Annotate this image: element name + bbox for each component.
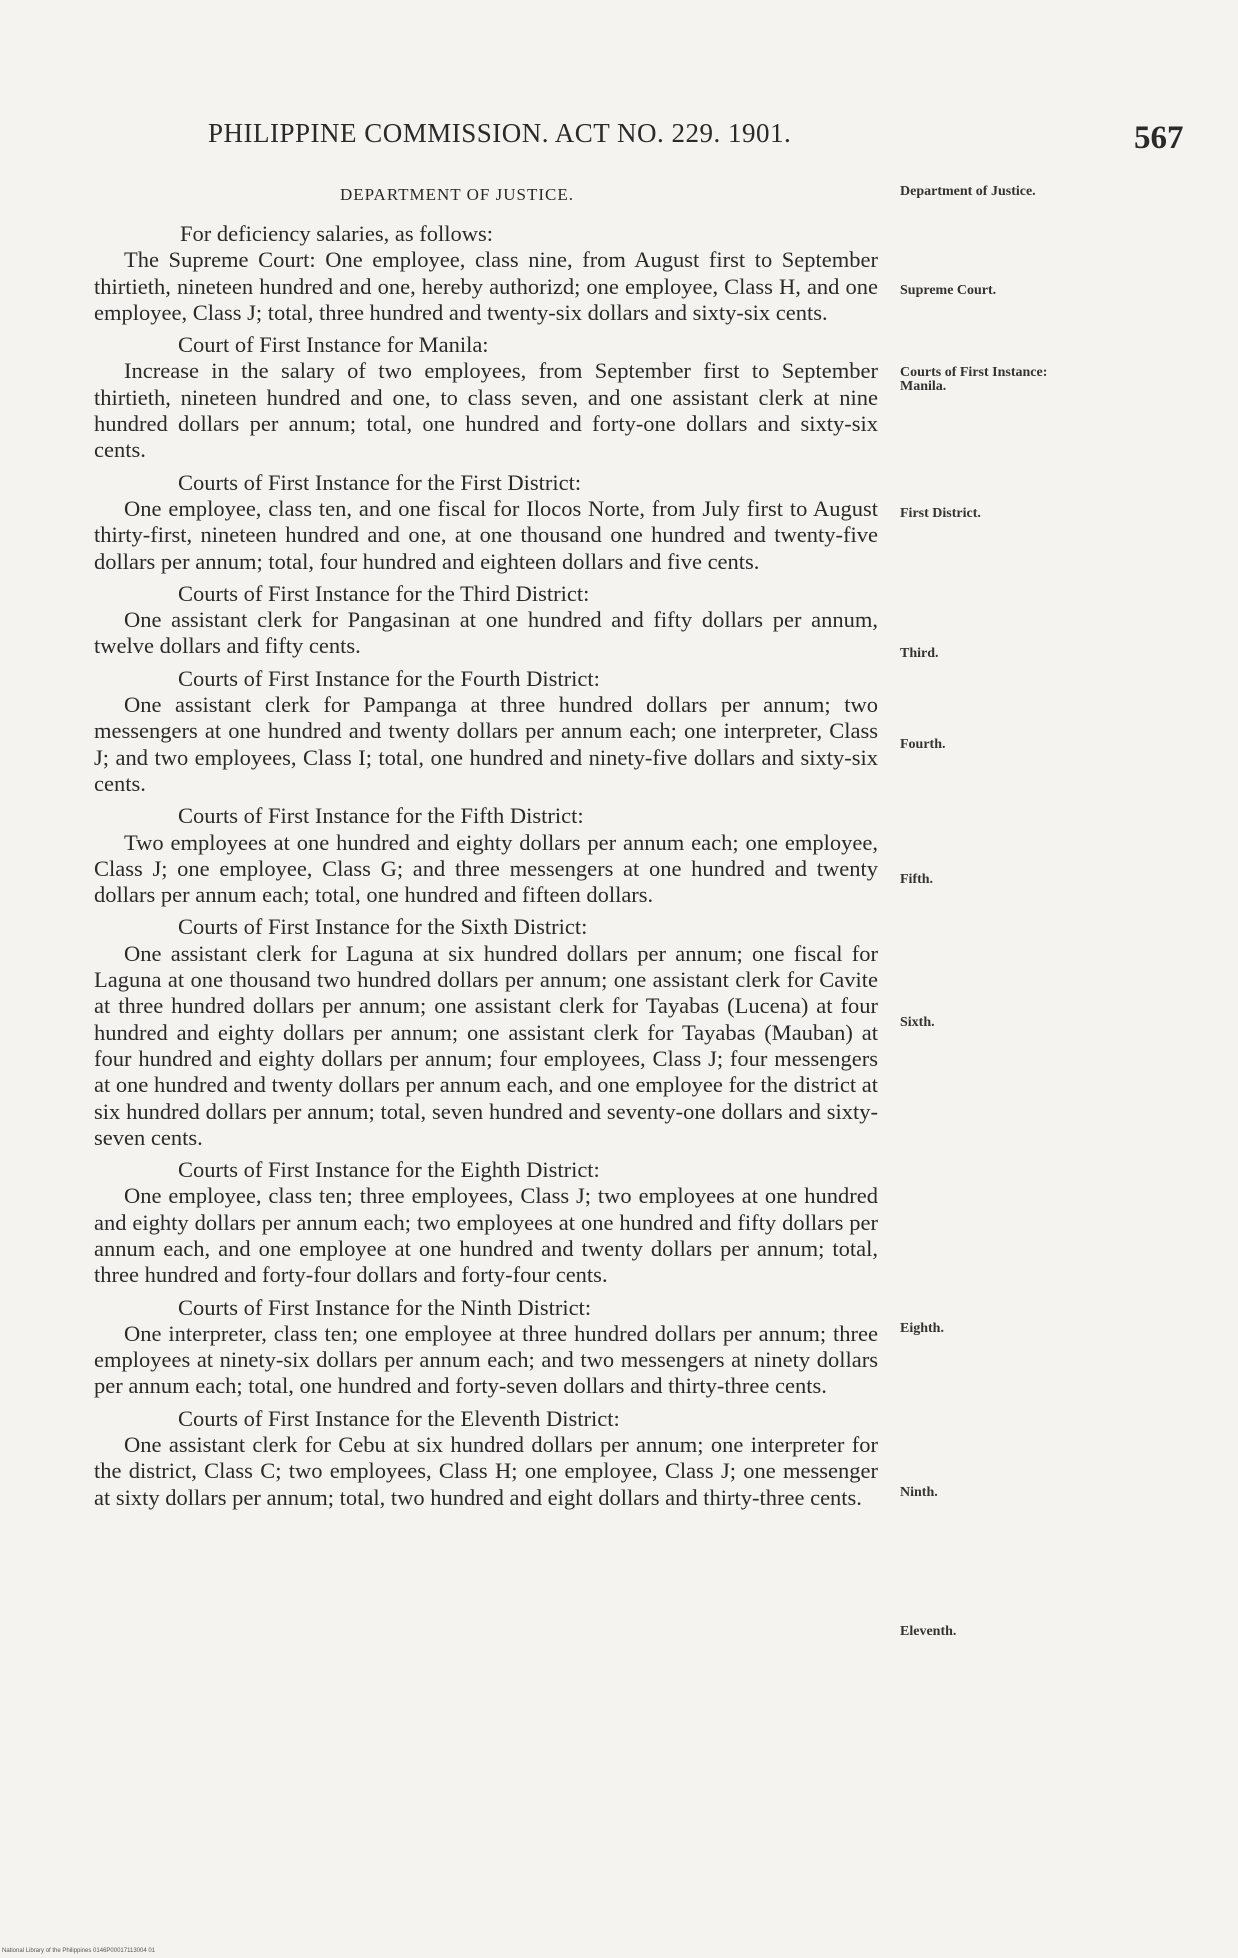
section-body: One assistant clerk for Laguna at six hundred dollars per annum; one fiscal for Laguna at one thousand two hundred dollars per annum; one assistant clerk for Cavite at three hundred dollars per annum; one assistant clerk for Tayabas (Lucena) at four hundred and eighty dollars per annum; one assistant clerk for Tayabas (Mauban) at four hundred and eighty dollars per annum; four employees, Class J; four messengers at one hundred and twenty dollars per annum each, and one employee for the district at six hundred dollars per annum; total, seven hundred and seventy-one dollars and sixty-seven cents. [94, 940, 878, 1150]
section-first-district [94, 470, 878, 575]
section-body: The Supreme Court: One employee, class nine, from August first to September thirtieth, nineteen hundred and one, hereby authorizd; one employee, Class H, and one employee, Class J; total, three hundred and twenty-six dollars and sixty-six cents. [94, 247, 878, 325]
section-body: One assistant clerk for Pangasinan at one hundred and fifty dollars per annum, twelve dollars and fifty cents. [94, 607, 878, 659]
intro-line: For deficiency salaries, as follows: [180, 221, 494, 246]
margin-note-ninth: Ninth. [900, 1485, 938, 1500]
margin-note-sixth: Sixth. [900, 1015, 935, 1030]
body-text [94, 221, 878, 1517]
section-body: One assistant clerk for Pampanga at three hundred dollars per annum; two messengers at one hundred and twenty dollars per annum each; one interpreter, Class J; and two employees, Class I; total, one hundred and ninety-five dollars and sixty-six cents. [94, 692, 878, 796]
margin-note-first-district: First District. [900, 506, 981, 521]
department-heading: DEPARTMENT OF JUSTICE. [340, 185, 574, 204]
section-eleventh-district [94, 1406, 878, 1511]
section-heading: Courts of First Instance for the Sixth District: [178, 914, 588, 940]
margin-note-manila: Courts of First Instance: Manila. [900, 365, 1048, 394]
section-body: Increase in the salary of two employees, from September first to September thirtieth, nineteen hundred and one, to class seven, and one assistant clerk at nine hundred dollars per annum; total, one hundred and forty-one dollars and sixty-six cents. [94, 358, 878, 463]
section-sixth-district [94, 914, 878, 1151]
section-supreme-court [94, 247, 878, 326]
section-body: One employee, class ten; three employees, Class J; two employees at one hundred and eighty dollars per annum each; two employees at one hundred and fifty dollars per annum each, and one employee at one hundred and twenty dollars per annum; total, three hundred and forty-four dollars and forty-four cents. [94, 1183, 878, 1288]
page-header: PHILIPPINE COMMISSION. ACT NO. 229. 1901. [208, 118, 792, 148]
section-heading: Courts of First Instance for the Ninth District: [178, 1294, 592, 1320]
section-heading: Courts of First Instance for the Fourth District: [178, 665, 600, 691]
section-third-district [94, 581, 878, 660]
section-fourth-district [94, 666, 878, 797]
section-body: Two employees at one hundred and eighty dollars per annum each; one employee, Class J; one employee, Class G; and three messengers at one hundred and twenty dollars per annum each; total, one hundred and fifteen dollars. [94, 829, 878, 908]
section-heading: Courts of First Instance for the First District: [178, 469, 582, 495]
section-body: One employee, class ten, and one fiscal for Ilocos Norte, from July first to August thirty-first, nineteen hundred and one, at one thousand one hundred and twenty-five dollars per annum; total, four hundred and eighteen dollars and five cents. [94, 495, 878, 574]
margin-note-fourth: Fourth. [900, 737, 946, 752]
margin-note-third: Third. [900, 646, 939, 661]
page-number: 567 [1134, 120, 1184, 156]
section-heading: Court of First Instance for Manila: [178, 332, 489, 358]
margin-note-eleventh: Eleventh. [900, 1624, 957, 1639]
section-heading: Courts of First Instance for the Third District: [178, 580, 590, 606]
section-heading: Courts of First Instance for the Fifth District: [178, 803, 584, 829]
section-ninth-district [94, 1295, 878, 1400]
section-manila [94, 332, 878, 463]
margin-note-eighth: Eighth. [900, 1321, 944, 1336]
section-heading: Courts of First Instance for the Eleventh District: [178, 1405, 620, 1431]
margin-note-supreme-court: Supreme Court. [900, 283, 997, 298]
section-fifth-district [94, 803, 878, 908]
footer-credit: National Library of the Philippines 0146P00017113004 01 [2, 1948, 156, 1954]
section-eighth-district [94, 1157, 878, 1288]
margin-note-justice: Department of Justice. [900, 184, 1036, 199]
margin-note-fifth: Fifth. [900, 872, 934, 887]
section-body: One interpreter, class ten; one employee at three hundred dollars per annum; three employees at ninety-six dollars per annum each; and two messengers at ninety dollars per annum each; total, one hundred and forty-seven dollars and thirty-three cents. [94, 1320, 878, 1399]
section-body: One assistant clerk for Cebu at six hundred dollars per annum; one interpreter for the district, Class C; two employees, Class H; one employee, Class J; one messenger at sixty dollars per annum; total, two hundred and eight dollars and thirty-three cents. [94, 1432, 878, 1510]
section-heading: Courts of First Instance for the Eighth District: [178, 1157, 600, 1183]
